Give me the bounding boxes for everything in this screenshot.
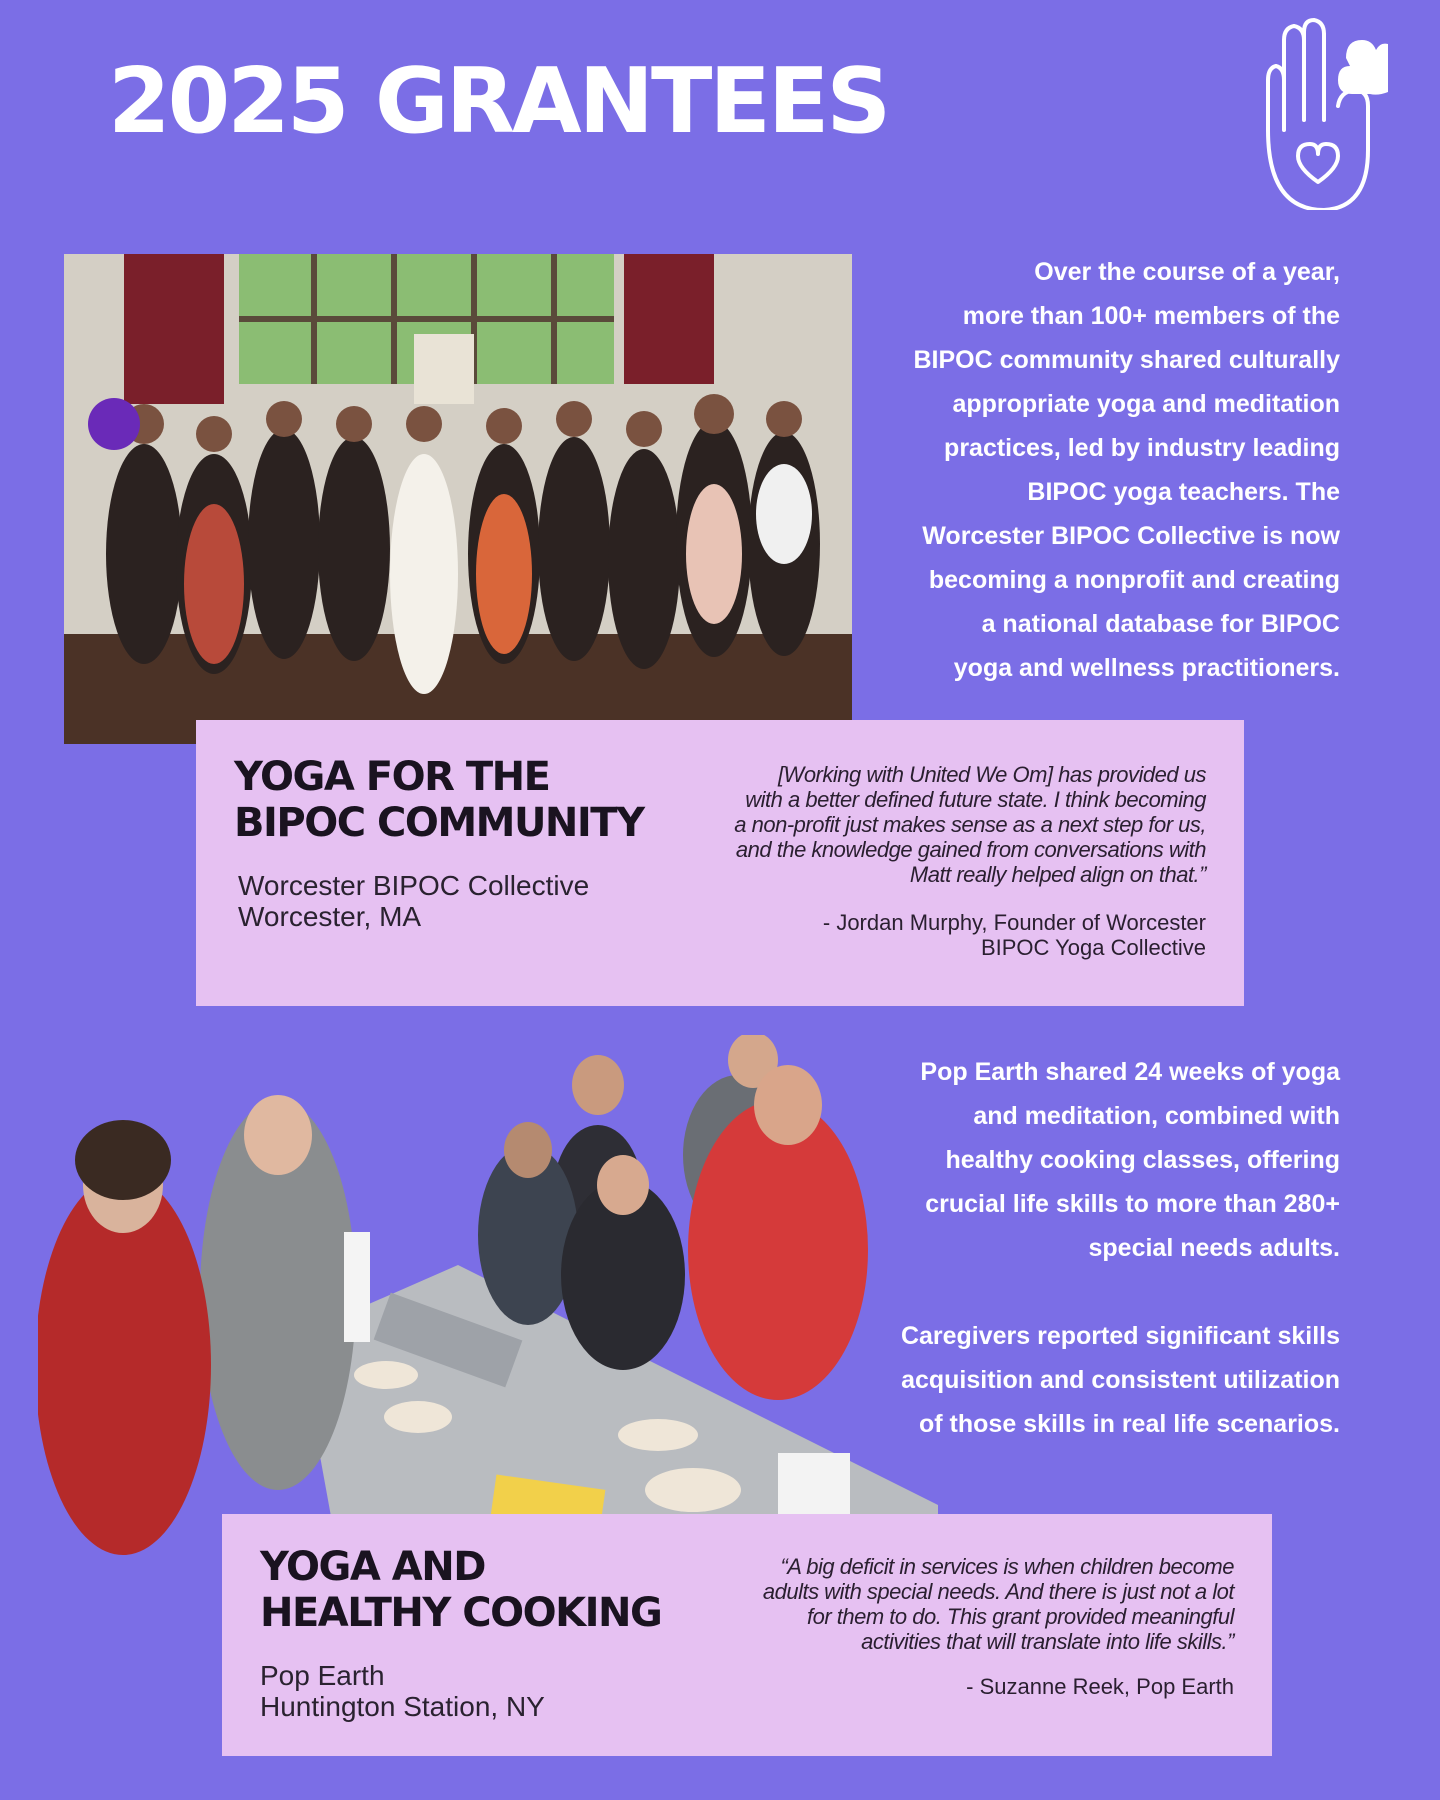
- bipoc-description: [820, 250, 1340, 690]
- description-line: of those skills in real life scenarios.: [919, 1410, 1340, 1438]
- pop-earth-description: [820, 1050, 1340, 1446]
- bipoc-collective-group-photo: [64, 254, 852, 744]
- description-line: appropriate yoga and meditation: [952, 390, 1340, 418]
- testimonial-quote: [694, 1554, 1234, 1654]
- description-line: Over the course of a year,: [1034, 258, 1340, 286]
- description-line: becoming a nonprofit and creating: [928, 566, 1340, 594]
- organization: [238, 870, 658, 932]
- description-line: yoga and wellness practitioners.: [953, 654, 1340, 682]
- description-line: Worcester BIPOC Collective is now: [922, 522, 1340, 550]
- description-line: special needs adults.: [1088, 1234, 1340, 1262]
- description-line: Pop Earth shared 24 weeks of yoga: [920, 1058, 1340, 1086]
- quote-line: for them to do. This grant provided meaningful: [806, 1604, 1234, 1629]
- quote-line: Matt really helped align on that.”: [909, 862, 1206, 887]
- program-title: [234, 754, 654, 846]
- hand-heart-icon: [1228, 10, 1388, 210]
- description-line: BIPOC yoga teachers. The: [1027, 478, 1340, 506]
- pop-earth-cooking-photo: [38, 1035, 938, 1555]
- page-title: 2025 GRANTEES: [108, 49, 889, 154]
- description-line: crucial life skills to more than 280+: [925, 1190, 1340, 1218]
- testimonial-quote: [666, 762, 1206, 887]
- pop-earth-grantee-card: [222, 1514, 1272, 1756]
- description-line: healthy cooking classes, offering: [945, 1146, 1340, 1174]
- description-line: acquisition and consistent utilization: [901, 1366, 1340, 1394]
- quote-line: [Working with United We Om] has provided us: [777, 762, 1206, 787]
- description-line: a national database for BIPOC: [981, 610, 1340, 638]
- quote-line: activities that will translate into life skills.”: [861, 1629, 1234, 1654]
- program-title-line: BIPOC COMMUNITY: [234, 800, 644, 846]
- description-line: BIPOC community shared culturally: [913, 346, 1340, 374]
- description-line: [820, 1270, 1340, 1314]
- quote-line: a non-profit just makes sense as a next step for us,: [734, 812, 1206, 837]
- program-title-line: YOGA AND: [260, 1544, 485, 1590]
- program-title-line: HEALTHY COOKING: [260, 1590, 662, 1636]
- org-location: Worcester, MA: [238, 901, 422, 932]
- quote-line: adults with special needs. And there is just not a lot: [762, 1579, 1234, 1604]
- organization: [260, 1660, 680, 1722]
- description-line: Caregivers reported significant skills: [900, 1322, 1340, 1350]
- org-name: Pop Earth: [260, 1660, 385, 1691]
- attribution-line: BIPOC Yoga Collective: [980, 935, 1206, 960]
- description-line: more than 100+ members of the: [962, 302, 1340, 330]
- quote-line: with a better defined future state. I think becoming: [745, 787, 1206, 812]
- program-title-line: YOGA FOR THE: [234, 754, 550, 800]
- description-line: practices, led by industry leading: [944, 434, 1340, 462]
- quote-line: “A big deficit in services is when children become: [780, 1554, 1234, 1579]
- quote-line: and the knowledge gained from conversations with: [735, 837, 1206, 862]
- bipoc-grantee-card: [196, 720, 1244, 1006]
- attribution-line: - Jordan Murphy, Founder of Worcester: [822, 910, 1206, 935]
- quote-attribution: [746, 910, 1206, 960]
- attribution-line: - Suzanne Reek, Pop Earth: [966, 1674, 1234, 1699]
- description-line: and meditation, combined with: [973, 1102, 1340, 1130]
- org-name: Worcester BIPOC Collective: [238, 870, 590, 901]
- org-location: Huntington Station, NY: [260, 1691, 545, 1722]
- program-title: [260, 1544, 680, 1636]
- quote-attribution: [774, 1674, 1234, 1699]
